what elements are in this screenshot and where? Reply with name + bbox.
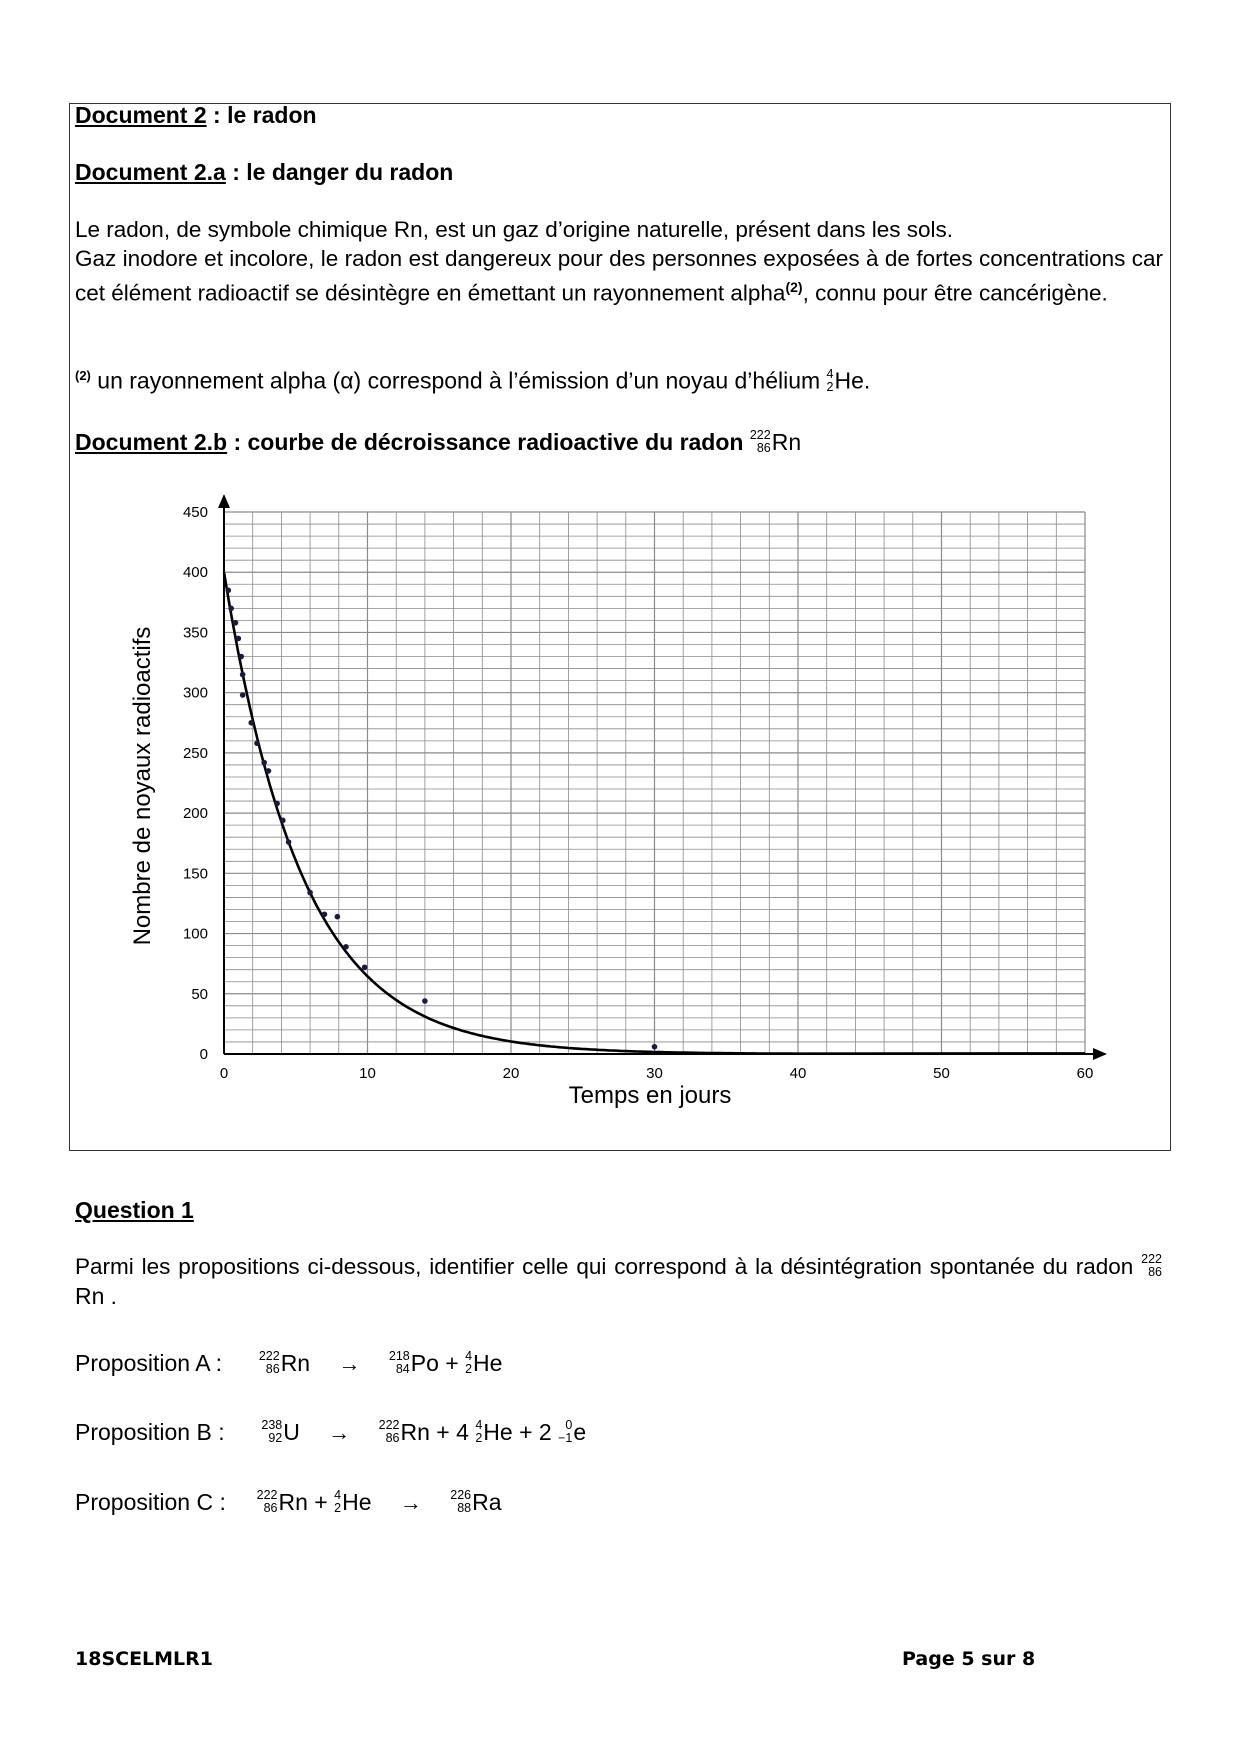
y-tick-label: 450 [182,504,208,521]
footnote-marker: (2) [75,368,91,383]
document-2b-title: : courbe de décroissance radioactive du radon [227,429,750,455]
x-tick-label: 0 [219,1065,229,1082]
document-2a-label: Document 2.a [75,159,226,185]
y-tick-label: 50 [191,985,208,1003]
nuclide-rn-symbol: Rn [771,429,802,455]
footnote-end: . [863,367,871,394]
arrow-icon: → [399,1490,422,1515]
question-text-end: . [104,1283,117,1309]
y-tick-label: 150 [182,865,208,883]
nuclide-rn-symbol: Rn [75,1282,105,1309]
paragraph-radon [75,216,1163,308]
proposition-c-label: Proposition C : [75,1489,226,1515]
document-2b-label: Document 2.b [75,429,228,455]
proposition-c: Proposition C : 222 86 Rn + 4 2 He → 226 88 Ra [75,1487,502,1518]
y-axis-label: Nombre de noyaux radioactifs [129,626,156,946]
proposition-a: Proposition A : 222 86 Rn → 218 84 Po + 4 2 He [75,1348,502,1379]
y-tick-label: 400 [182,564,208,582]
x-tick-label: 60 [1076,1065,1094,1082]
x-tick-label: 30 [646,1065,663,1082]
paragraph-text-end: , connu pour être cancérigène. [802,280,1108,306]
question-1-label: Question 1 [75,1197,194,1223]
document-2a-heading [75,158,453,186]
x-tick-label: 50 [933,1065,950,1082]
footnote-ref: (2) [785,279,803,295]
footnote-text: un rayonnement alpha (α) correspond à l’émission d’un noyau d’hélium [90,367,827,394]
y-tick-label: 250 [182,744,208,762]
proposition-b-label: Proposition B : [75,1419,225,1445]
proposition-a-label: Proposition A : [75,1350,223,1376]
footer-page: Page 5 sur 8 [902,1648,1036,1670]
nuclide-he-symbol: He [834,367,864,394]
document-2a-title: : le danger du radon [225,159,454,185]
y-tick-label: 200 [182,805,208,823]
proposition-b: Proposition B : 238 92 U → 222 86 Rn + 4 4 2 He + 2 0 −1 e [75,1417,586,1448]
y-tick-label: 0 [199,1046,208,1063]
x-axis-label: Temps en jours [568,1082,732,1109]
nuclide-he-sup: 4 2 [826,366,834,394]
arrow-icon: → [338,1351,361,1376]
paragraph-line-2 [75,245,1163,309]
paragraph-text: Gaz inodore et incolore, le radon est dangereux pour des personnes exposées à de fortes concentrations car cet élément radioactif se désintègre en émettant un rayonnement alpha [75,245,1163,306]
x-tick-label: 10 [359,1065,376,1082]
nuclide-rn-sup: 222 86 [1141,1252,1162,1280]
question-1-heading [75,1196,194,1224]
x-tick-label: 40 [789,1065,807,1082]
y-tick-label: 300 [182,684,208,702]
y-tick-label: 100 [182,925,208,943]
document-2-title: : le radon [206,102,317,128]
question-text [75,1253,1163,1311]
nuclide-rn-sup: 222 86 [749,427,771,455]
document-2b-heading [75,428,801,457]
footer-code: 18SCELMLR1 [75,1648,214,1670]
footnote [75,362,870,396]
y-tick-label: 350 [182,624,208,642]
document-2-heading [75,101,317,129]
document-2-label: Document 2 [75,102,207,128]
paragraph-line-1: Le radon, de symbole chimique Rn, est un gaz d’origine naturelle, présent dans les sols. [75,217,954,242]
arrow-icon: → [328,1420,351,1445]
x-tick-label: 20 [502,1065,520,1082]
question-text-body: Parmi les propositions ci-dessous, identifier celle qui correspond à la désintégration spontanée du radon [75,1254,1142,1279]
